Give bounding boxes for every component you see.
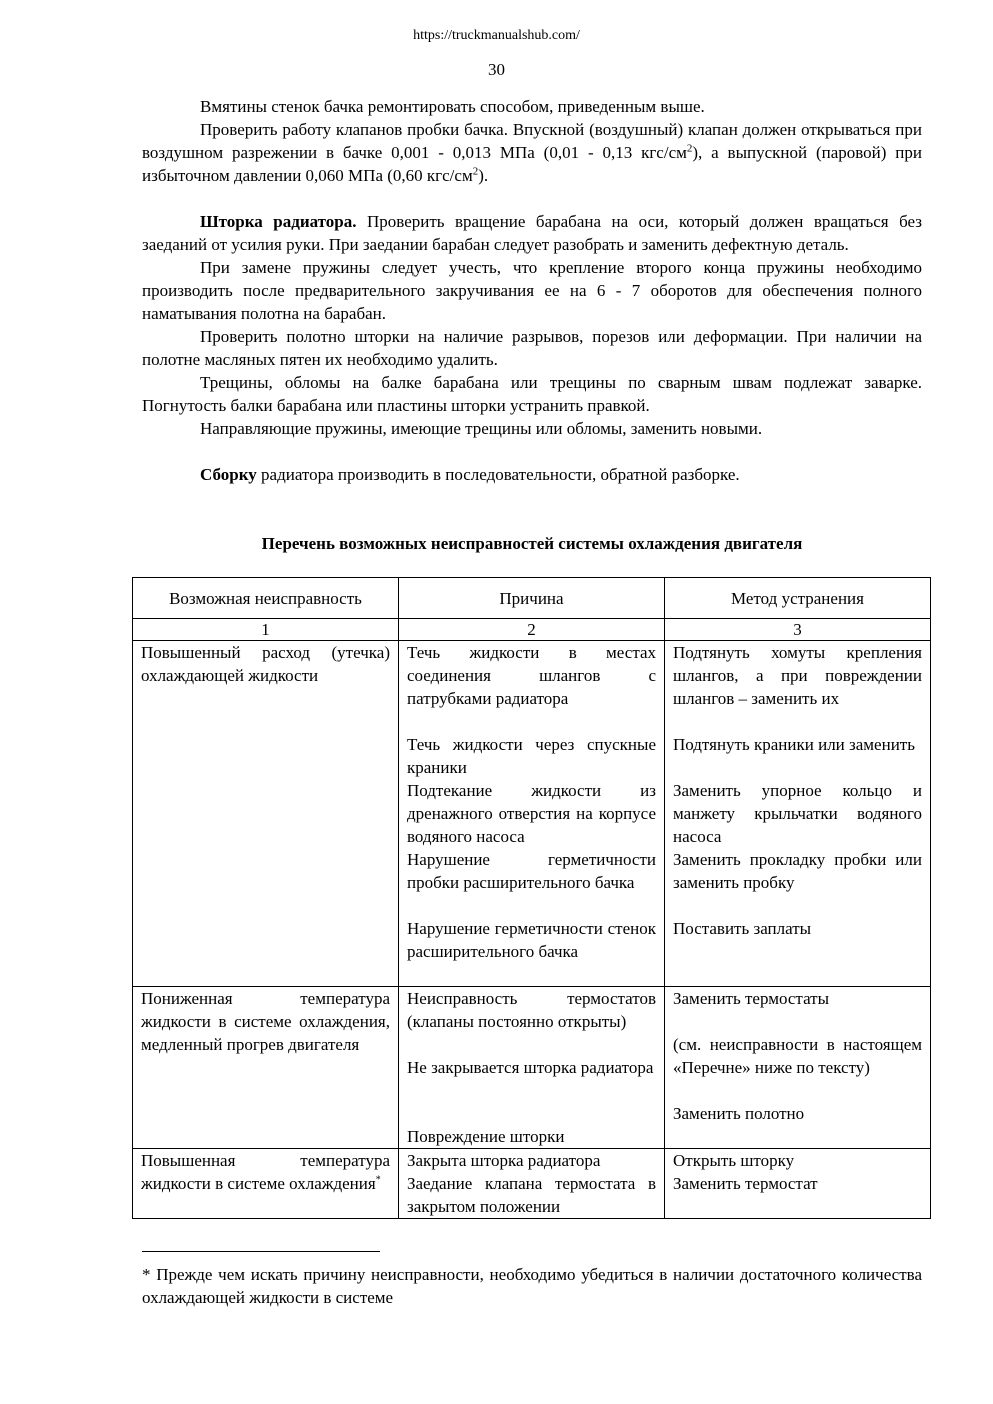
fault-text: Повышенный расход (утечка) охлаждающей жидкости: [141, 643, 390, 685]
cause-text: Неисправность термостатов (клапаны постоянно открыты): [407, 989, 656, 1031]
remedy-text: Заменить упорное кольцо и манжету крыльчатки водяного насоса: [673, 781, 922, 846]
fault-cell: [133, 1149, 399, 1219]
remedy-text: Заменить прокладку пробки или заменить пробку: [673, 850, 922, 892]
paragraph-shutter: [142, 210, 922, 256]
cause-text: Заедание клапана термостата в закрытом положении: [407, 1174, 656, 1216]
paragraph-assembly: [142, 463, 922, 486]
column-number: 3: [665, 619, 931, 641]
header-cause: Причина: [399, 578, 665, 619]
remedy-text: Поставить заплаты: [673, 919, 812, 938]
table-row: [133, 987, 931, 1149]
cause-text: Течь жидкости в местах соединения шлангов с патрубками радиатора: [407, 643, 656, 708]
fault-text: [141, 1149, 390, 1195]
header-remedy: Метод устранения: [665, 578, 931, 619]
table-header-row: [133, 578, 931, 619]
footnote-mark: *: [375, 1174, 381, 1186]
cause-cell: [399, 987, 665, 1149]
body-text: [142, 95, 922, 486]
paragraph-guide-springs: Направляющие пружины, имеющие трещины или обломы, заменить новыми.: [200, 419, 763, 438]
column-number: 1: [133, 619, 399, 641]
remedy-text: Подтянуть краники или заменить: [673, 735, 915, 754]
remedy-cell: [665, 1149, 931, 1219]
header-fault: Возможная неисправность: [133, 578, 399, 619]
cause-text: Нарушение герметичности стенок расширительного бачка: [407, 919, 656, 961]
cause-cell: [399, 1149, 665, 1219]
cause-text: Не закрывается шторка радиатора: [407, 1058, 654, 1077]
cause-text: Подтекание жидкости из дренажного отверстия на корпусе водяного насоса: [407, 781, 656, 846]
valves-text-c: ).: [478, 166, 489, 185]
column-number: 2: [399, 619, 665, 641]
paragraph-spring: При замене пружины следует учесть, что крепление второго конца пружины необходимо производить после предварительного закручивания ее на 6 - 7 оборотов для обеспечения полного наматывания полотна на барабан.: [142, 258, 922, 323]
cause-text: Нарушение герметичности пробки расширительного бачка: [407, 850, 656, 892]
cause-cell: [399, 641, 665, 987]
paragraph-dents: Вмятины стенок бачка ремонтировать способом, приведенным выше.: [200, 97, 705, 116]
paragraph-cracks: Трещины, обломы на балке барабана или трещины по сварным швам подлежат заварке. Погнутость балки барабана или пластины шторки устранить правкой.: [142, 373, 922, 415]
shutter-text: Проверить вращение барабана на оси, который должен вращаться без заеданий от усилия руки. При заедании барабан следует разобрать и заменить дефектную деталь.: [142, 212, 922, 254]
cause-text: Закрыта шторка радиатора: [407, 1151, 601, 1170]
remedy-cell: [665, 987, 931, 1149]
valves-sup-1: 2: [686, 142, 693, 155]
shutter-heading: Шторка радиатора.: [200, 212, 357, 231]
cause-text: Течь жидкости через спускные краники: [407, 735, 656, 777]
remedy-text: Заменить термостаты: [673, 989, 830, 1008]
faults-table: [132, 577, 931, 1219]
remedy-text: (см. неисправности в настоящем «Перечне» ниже по тексту): [673, 1035, 922, 1077]
valves-text-a: Проверить работу клапанов пробки бачка. Впускной (воздушный) клапан должен открываться при воздушном разрежении в бачке 0,001 - 0,013 МПа (0,01 - 0,13 кгс/см: [142, 120, 922, 162]
table-title: Перечень возможных неисправностей системы охлаждения двигателя: [261, 534, 803, 553]
valves-sup-2: 2: [472, 165, 479, 178]
fault-cell: [133, 641, 399, 987]
paragraph-canvas: Проверить полотно шторки на наличие разрывов, порезов или деформации. При наличии на полотне масляных пятен их необходимо удалить.: [142, 327, 922, 369]
valves-text-b: ), а выпускной (паровой) при избыточном давлении 0,060 МПа (0,60 кгс/см: [142, 143, 922, 185]
table-row: [133, 1149, 931, 1219]
page-number: 30: [488, 60, 505, 79]
footnote-divider: [142, 1251, 380, 1252]
spacer: [673, 1010, 922, 1033]
fault-cell: [133, 987, 399, 1149]
table-number-row: [133, 619, 931, 641]
paragraph-valves: [142, 118, 922, 187]
remedy-text: Подтянуть хомуты крепления шлангов, а при повреждении шлангов – заменить их: [673, 643, 922, 708]
remedy-text: Заменить термостат: [673, 1174, 818, 1193]
source-url: https://truckmanualshub.com/: [413, 28, 580, 43]
footnote: * Прежде чем искать причину неисправности, необходимо убедиться в наличии достаточного количества охлаждающей жидкости в системе: [142, 1265, 922, 1307]
fault-text: Пониженная температура жидкости в системе охлаждения, медленный прогрев двигателя: [141, 989, 390, 1054]
assembly-text: радиатора производить в последовательности, обратной разборке.: [256, 465, 740, 484]
fault-text-main: Повышенная температура жидкости в системе охлаждения: [141, 1151, 390, 1193]
remedy-text: Заменить полотно: [673, 1104, 805, 1123]
remedy-cell: [665, 641, 931, 987]
table-row: [133, 641, 931, 987]
assembly-heading: Сборку: [200, 465, 257, 484]
cause-text: Повреждение шторки: [407, 1127, 565, 1146]
remedy-text: Открыть шторку: [673, 1151, 795, 1170]
